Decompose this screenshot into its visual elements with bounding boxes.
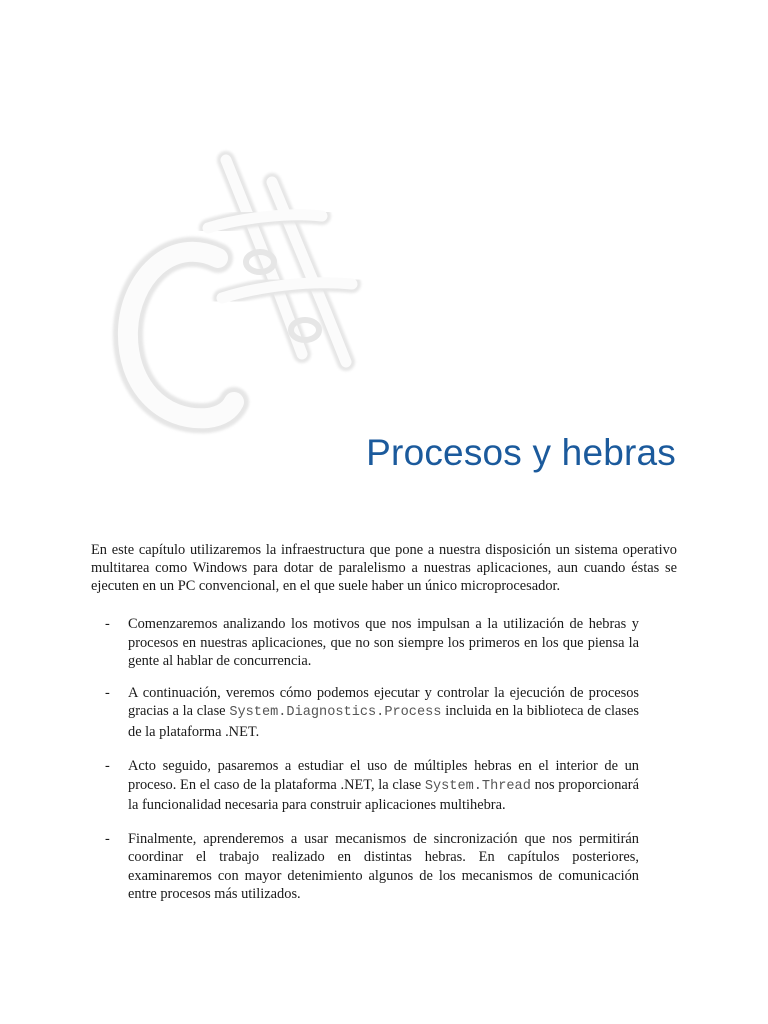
list-marker: -	[105, 684, 110, 701]
list-marker: -	[105, 616, 110, 632]
list-item	[91, 830, 639, 904]
list-item	[91, 615, 639, 671]
intro-paragraph: En este capítulo utilizaremos la infraestructura que pone a nuestra disposición un sistema operativo multitarea como Windows para dotar de paralelismo a nuestras aplicaciones, aun cuando éstas se ejecuten en un PC convencional, en el que suele haber un único microprocesador.	[91, 542, 677, 594]
list-item-text: Comenzaremos analizando los motivos que nos impulsan a la utilización de hebras y procesos en nuestras aplicaciones, que no son siempre los primeros en los que piensa la gente al hablar de concurrencia.	[128, 616, 639, 669]
list-item-text-after: nos proporcionará la funcionalidad necesaria para construir aplicaciones multihebra.	[128, 776, 639, 813]
list-marker: -	[105, 830, 110, 847]
list-item-text: Finalmente, aprenderemos a usar mecanismos de sincronización que nos permitirán coordinar el trabajo realizado en distintas hebras. En capítulos posteriores, examinaremos con mayor detenimiento algunos de los mecanismos de comunicación entre procesos más utilizados.	[128, 830, 639, 902]
list-marker: -	[105, 758, 110, 774]
list-item-text: A continuación, veremos cómo podemos ejecutar y controlar la ejecución de procesos gracias a la clase	[128, 684, 639, 719]
list-item	[91, 757, 639, 815]
chapter-title: Procesos y hebras	[366, 432, 676, 473]
csharp-logo-watermark-icon	[100, 140, 380, 440]
topic-list	[91, 615, 639, 919]
list-item-text-after: incluida en la biblioteca de clases de la plataforma .NET.	[128, 703, 640, 740]
list-item-text: Acto seguido, pasaremos a estudiar el uso de múltiples hebras en el interior de un proceso. En el caso de la plataforma .NET, la clase	[128, 758, 639, 793]
class-name-code: System.Thread	[424, 778, 531, 794]
class-name-code: System.Diagnostics.Process	[229, 705, 442, 720]
list-item	[91, 684, 639, 742]
